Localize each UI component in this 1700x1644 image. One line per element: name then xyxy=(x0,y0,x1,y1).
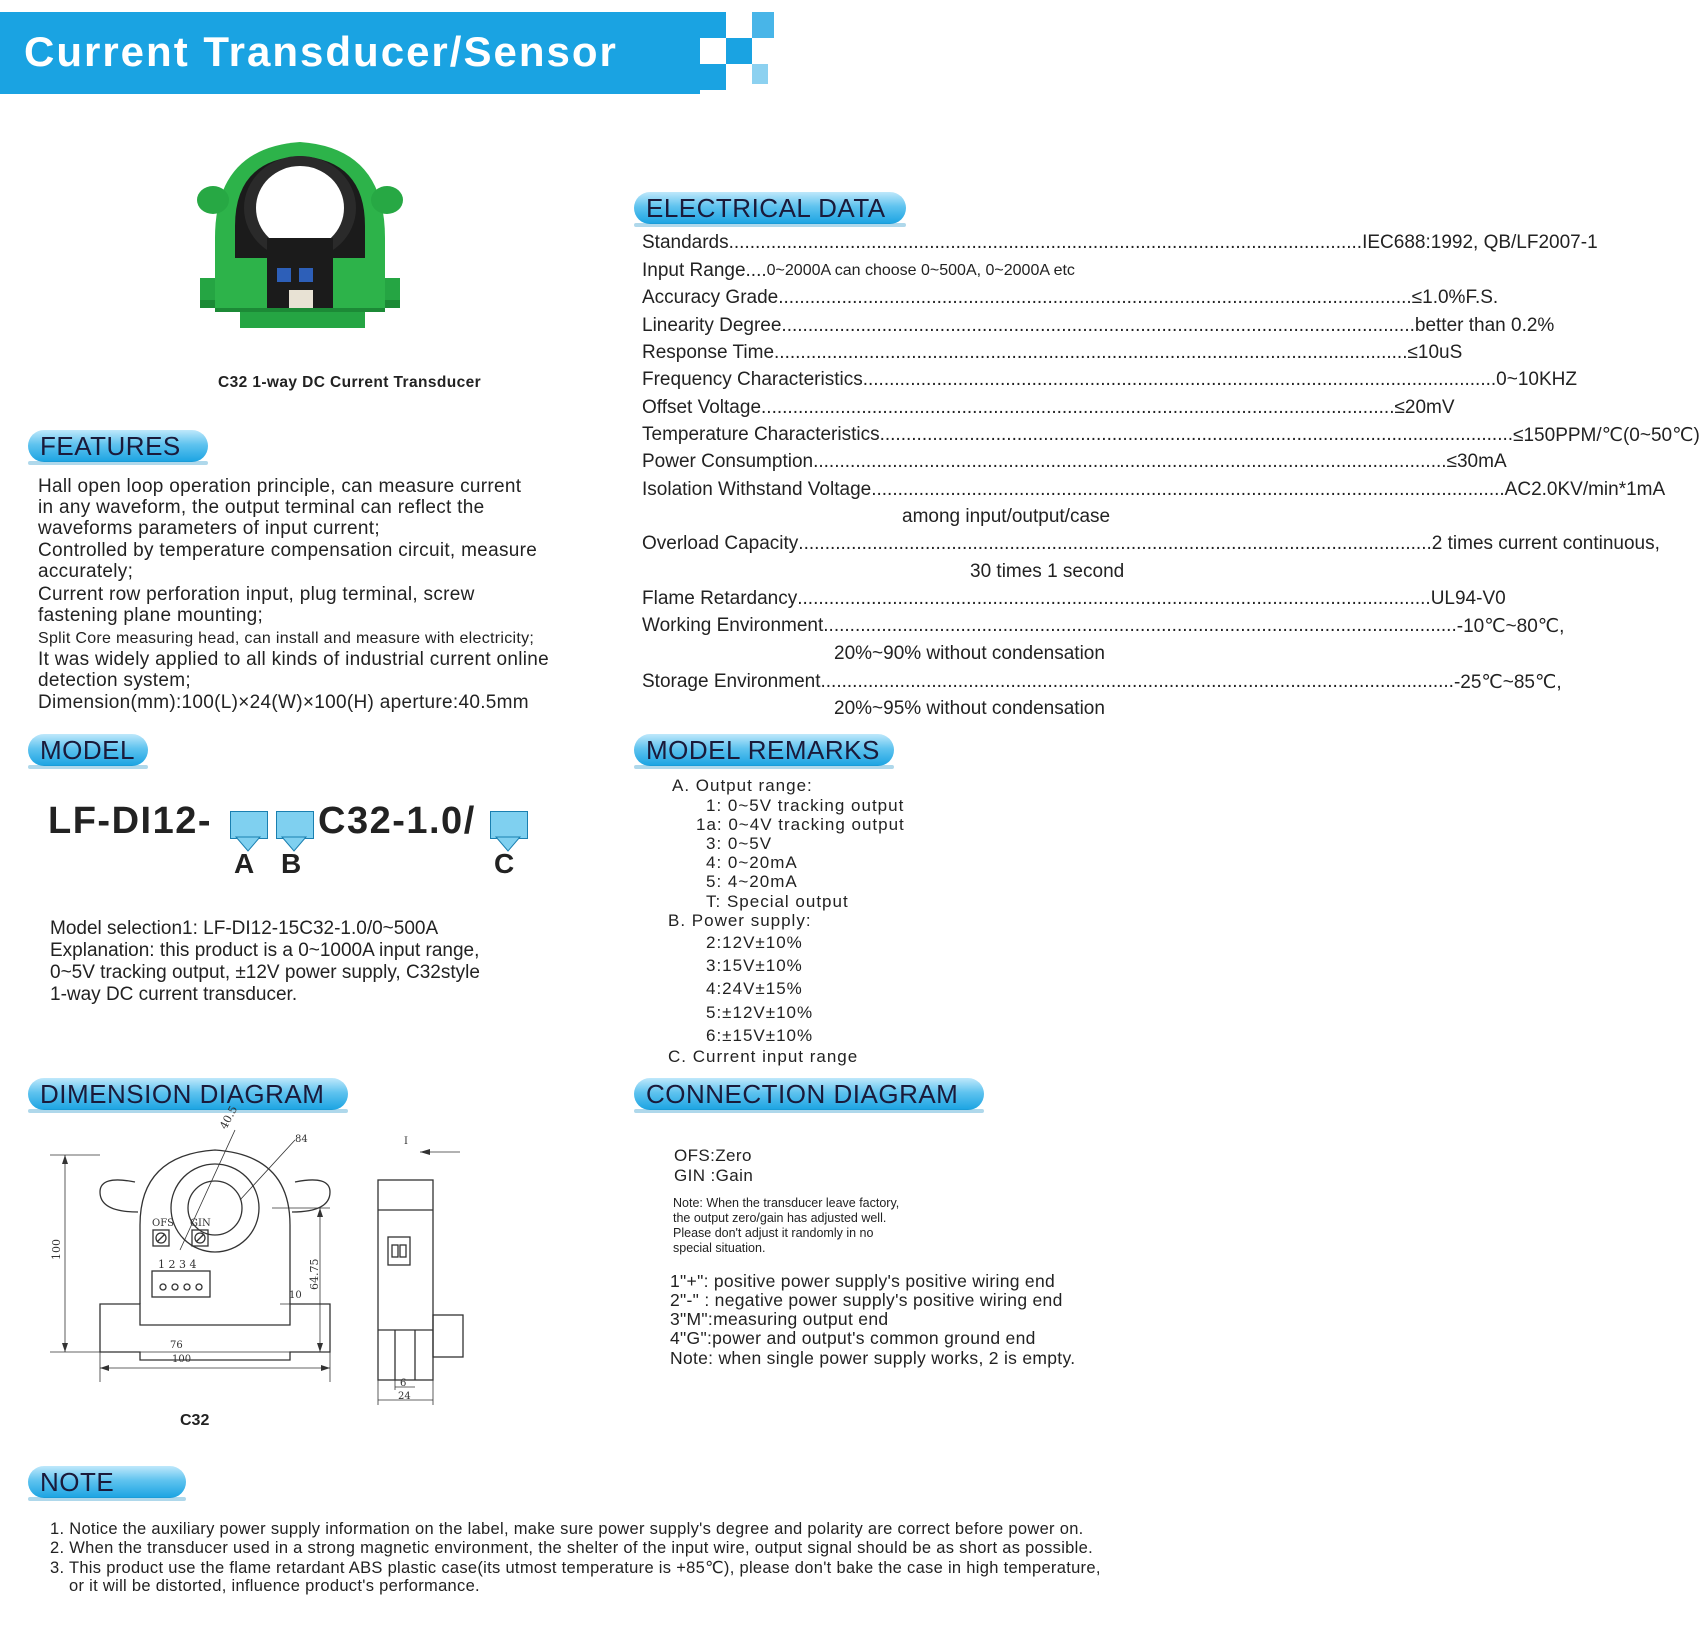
section-connection-diagram: CONNECTION DIAGRAM xyxy=(634,1078,984,1110)
section-model-remarks: MODEL REMARKS xyxy=(634,734,894,766)
remark-item: T: Special output xyxy=(706,892,849,911)
note-line: 2. When the transducer used in a strong magnetic environment, the shelter of the input wire, output signal should be as short as possible. xyxy=(50,1539,1093,1557)
section-dimension-diagram: DIMENSION DIAGRAM xyxy=(28,1078,348,1110)
model-description-line: 1-way DC current transducer. xyxy=(50,984,298,1005)
dim-width-label: 100 xyxy=(172,1354,192,1365)
note-line: 1. Notice the auxiliary power supply information on the label, make sure power supply's degree and polarity are correct before power on. xyxy=(50,1520,1084,1538)
connection-note-line: the output zero/gain has adjusted well. xyxy=(673,1211,887,1225)
spec-row: Storage Environment ..... -25℃~85℃, xyxy=(642,671,1147,694)
spec-row: Power Consumption ..... ≤30mA xyxy=(642,451,1147,473)
product-image xyxy=(195,128,405,360)
dim-outer-label: 84 xyxy=(295,1134,308,1145)
spec-row: Offset Voltage ..... ≤20mV xyxy=(642,397,1147,419)
feature-line: in any waveform, the output terminal can reflect the xyxy=(38,497,485,518)
remark-item: 3: 0~5V xyxy=(706,834,773,853)
dim-ofs-label: OFS xyxy=(152,1218,174,1229)
remark-item: 5: 4~20mA xyxy=(706,872,798,891)
feature-line: Split Core measuring head, can install and measure with electricity; xyxy=(38,630,535,647)
pin-description: 1"+": positive power supply's positive wiring end xyxy=(670,1271,1056,1291)
connection-note-line: special situation. xyxy=(673,1241,766,1255)
remark-item: 4:24V±15% xyxy=(706,979,803,998)
model-box-b xyxy=(276,811,314,839)
section-note: NOTE xyxy=(28,1466,186,1498)
model-code-mid: C32-1.0/ xyxy=(318,800,476,842)
model-letter-b: B xyxy=(281,848,302,879)
feature-line: Controlled by temperature compensation circuit, measure xyxy=(38,540,538,561)
model-letter-c: C xyxy=(494,848,515,879)
feature-line: waveforms parameters of input current; xyxy=(38,518,380,539)
section-electrical-data: ELECTRICAL DATA xyxy=(634,192,906,224)
model-letter-a: A xyxy=(234,848,255,879)
remark-item: 1a: 0~4V tracking output xyxy=(696,815,905,834)
remark-item: 2:12V±10% xyxy=(706,933,803,952)
remark-title: A. Output range: xyxy=(672,776,813,795)
spec-continuation: 20%~95% without condensation xyxy=(834,698,1105,719)
feature-line: accurately; xyxy=(38,561,134,582)
dimension-caption: C32 xyxy=(180,1412,210,1429)
remark-title: B. Power supply: xyxy=(668,911,812,930)
remark-item: 4: 0~20mA xyxy=(706,853,798,872)
feature-line: Current row perforation input, plug terminal, screw xyxy=(38,584,475,605)
remark-item: 5:±12V±10% xyxy=(706,1003,814,1022)
spec-continuation: 20%~90% without condensation xyxy=(834,643,1105,664)
dim-aperture-label: 40.5 xyxy=(217,1103,241,1132)
pin-description: 4"G":power and output's common ground end xyxy=(670,1328,1036,1348)
pin-description: 3"M":measuring output end xyxy=(670,1309,889,1329)
model-box-a xyxy=(230,811,268,839)
remark-title: C. Current input range xyxy=(668,1047,859,1066)
spec-row: Response Time ..... ≤10uS xyxy=(642,342,1147,364)
dim-inner-width-label: 76 xyxy=(170,1340,183,1351)
side-24-label: 24 xyxy=(398,1391,411,1402)
side-6-label: 6 xyxy=(400,1378,407,1389)
product-caption: C32 1-way DC Current Transducer xyxy=(218,374,482,391)
model-description-line: 0~5V tracking output, ±12V power supply, C32style xyxy=(50,962,480,983)
section-model: MODEL xyxy=(28,734,148,766)
feature-line: Dimension(mm):100(L)×24(W)×100(H) aperture:40.5mm xyxy=(38,692,529,713)
feature-line: It was widely applied to all kinds of industrial current online xyxy=(38,649,550,670)
model-box-c xyxy=(490,811,528,839)
model-box-pointers xyxy=(228,836,528,854)
ofs-description: OFS:Zero xyxy=(674,1146,752,1165)
spec-row: Standards ..... IEC688:1992, QB/LF2007-1 xyxy=(642,232,1147,254)
page-title: Current Transducer/Sensor xyxy=(24,28,618,75)
spec-row: Accuracy Grade ..... ≤1.0%F.S. xyxy=(642,287,1147,309)
spec-continuation: among input/output/case xyxy=(902,506,1111,527)
spec-row: Input Range.... 0~2000A can choose 0~500A, 0~2000A etc xyxy=(642,260,1075,281)
remark-item: 1: 0~5V tracking output xyxy=(706,796,905,815)
remark-item: 3:15V±10% xyxy=(706,956,803,975)
dim-base-label: 10 xyxy=(289,1290,302,1301)
remark-item: 6:±15V±10% xyxy=(706,1026,814,1045)
dim-height-label: 100 xyxy=(50,1239,63,1260)
model-description-line: Model selection1: LF-DI12-15C32-1.0/0~500A xyxy=(50,918,439,939)
spec-continuation: 30 times 1 second xyxy=(970,561,1125,582)
connection-note-line: Please don't adjust it randomly in no xyxy=(673,1226,874,1240)
model-description-line: Explanation: this product is a 0~1000A input range, xyxy=(50,940,480,961)
feature-line: fastening plane mounting; xyxy=(38,605,264,626)
model-code-prefix: LF-DI12- xyxy=(48,800,212,842)
feature-line: Hall open loop operation principle, can measure current xyxy=(38,476,522,497)
note-line: 3. This product use the flame retardant ABS plastic case(its utmost temperature is +85℃), please don't bake the case in high temperature, xyxy=(50,1559,1101,1577)
connection-note-line: Note: When the transducer leave factory, xyxy=(673,1196,900,1210)
spec-row: Linearity Degree ..... better than 0.2% xyxy=(642,315,1147,337)
spec-row: Flame Retardancy ..... UL94-V0 xyxy=(642,588,1147,610)
dim-center-label: 64.75 xyxy=(308,1258,321,1290)
note-line: or it will be distorted, influence product's performance. xyxy=(69,1577,480,1595)
section-features: FEATURES xyxy=(28,430,208,462)
spec-row: Working Environment ..... -10℃~80℃, xyxy=(642,615,1147,638)
gin-description: GIN :Gain xyxy=(674,1166,754,1185)
side-current-label: I xyxy=(404,1136,408,1147)
feature-line: detection system; xyxy=(38,670,191,691)
dim-gin-label: GIN xyxy=(190,1218,211,1229)
dim-pins-label: 1 2 3 4 xyxy=(158,1258,197,1271)
dimension-side-view xyxy=(370,1175,480,1415)
spec-row: Overload Capacity ..... 2 times current continuous, xyxy=(642,533,1147,555)
spec-row: Temperature Characteristics ..... ≤150PPM/℃(0~50℃) xyxy=(642,424,1147,447)
pin-description: Note: when single power supply works, 2 is empty. xyxy=(670,1348,1076,1368)
pin-description: 2"-" : negative power supply's positive wiring end xyxy=(670,1290,1063,1310)
spec-row: Isolation Withstand Voltage ..... AC2.0KV/min*1mA xyxy=(642,479,1147,501)
spec-row: Frequency Characteristics ..... 0~10KHZ xyxy=(642,369,1147,391)
